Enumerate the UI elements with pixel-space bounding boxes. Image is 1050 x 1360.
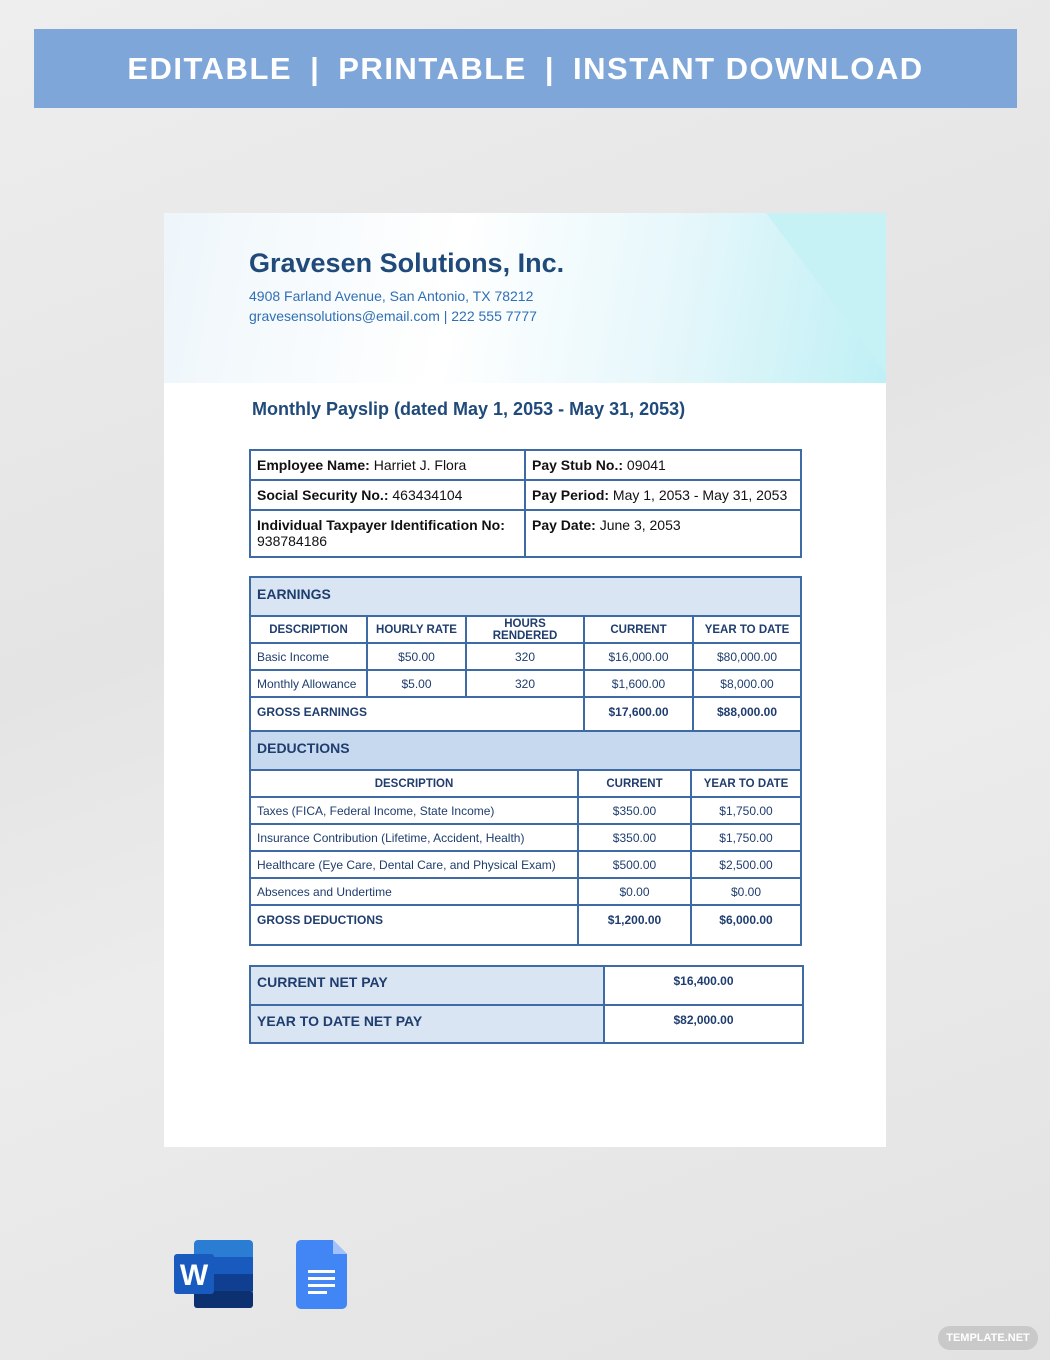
table-row: [250, 797, 801, 824]
payslip-title: Monthly Payslip (dated May 1, 2053 - May 31, 2053): [252, 399, 686, 419]
employee-info-table: [249, 449, 802, 558]
earnings-table: [249, 576, 802, 732]
cell: Absences and Undertime: [250, 878, 578, 905]
cell: $80,000.00: [693, 643, 801, 670]
ssn-cell: Social Security No.: 463434104: [250, 480, 525, 510]
cell: $350.00: [578, 824, 691, 851]
table-row: [250, 878, 801, 905]
banner-separator: |: [544, 50, 556, 86]
microsoft-word-icon: [174, 1240, 254, 1308]
cell: $350.00: [578, 797, 691, 824]
company-name: Gravesen Solutions, Inc.: [249, 248, 565, 278]
cell: $1,750.00: [691, 824, 801, 851]
col-header: YEAR TO DATE: [693, 616, 801, 643]
cell: 320: [466, 643, 584, 670]
table-row: [250, 824, 801, 851]
banner-download: INSTANT DOWNLOAD: [573, 50, 924, 86]
cell: Healthcare (Eye Care, Dental Care, and Physical Exam): [250, 851, 578, 878]
deductions-heading: DEDUCTIONS: [250, 731, 801, 770]
cell: Taxes (FICA, Federal Income, State Income): [250, 797, 578, 824]
gross-earnings-row: [250, 697, 801, 731]
col-header: HOURS RENDERED: [466, 616, 584, 643]
cell: $50.00: [367, 643, 466, 670]
cell: $1,750.00: [691, 797, 801, 824]
pay-stub-cell: Pay Stub No.: 09041: [525, 450, 801, 480]
cell: $1,600.00: [584, 670, 693, 697]
table-row: [250, 851, 801, 878]
table-row: [250, 670, 801, 697]
cell: Insurance Contribution (Lifetime, Accident, Health): [250, 824, 578, 851]
banner-editable: EDITABLE: [127, 50, 293, 86]
cell: Basic Income: [250, 643, 367, 670]
google-docs-icon: [296, 1240, 347, 1309]
company-address: 4908 Farland Avenue, San Antonio, TX 78212: [249, 288, 534, 304]
cell: 320: [466, 670, 584, 697]
cell: $500.00: [578, 851, 691, 878]
cell: $2,500.00: [691, 851, 801, 878]
banner-printable: PRINTABLE: [338, 50, 527, 86]
col-header: CURRENT: [584, 616, 693, 643]
col-header: HOURLY RATE: [367, 616, 466, 643]
cell: $5.00: [367, 670, 466, 697]
ytd-net-pay-value: $82,000.00: [604, 1005, 803, 1043]
cell: $16,000.00: [584, 643, 693, 670]
cell: $0.00: [691, 878, 801, 905]
svg-text:W: W: [179, 1259, 209, 1292]
template-net-watermark: TEMPLATE.NET: [938, 1326, 1038, 1350]
cell: $88,000.00: [693, 697, 801, 731]
cell: GROSS DEDUCTIONS: [250, 905, 578, 945]
cell: GROSS EARNINGS: [250, 697, 584, 731]
gross-deductions-row: [250, 905, 801, 945]
cell: $1,200.00: [578, 905, 691, 945]
table-row: [250, 643, 801, 670]
current-net-pay-label: CURRENT NET PAY: [250, 966, 604, 1005]
cell: $0.00: [578, 878, 691, 905]
promo-banner: [34, 29, 1017, 108]
header-decoration-triangle: [766, 213, 886, 373]
cell: $8,000.00: [693, 670, 801, 697]
company-contact: [249, 286, 537, 326]
banner-separator: |: [310, 50, 321, 86]
current-net-pay-value: $16,400.00: [604, 966, 803, 1005]
col-header: CURRENT: [578, 770, 691, 797]
ytd-net-pay-label: YEAR TO DATE NET PAY: [250, 1005, 604, 1043]
employee-name-cell: Employee Name: Harriet J. Flora: [250, 450, 525, 480]
deductions-table: [249, 730, 802, 946]
col-header: DESCRIPTION: [250, 770, 578, 797]
pay-period-cell: Pay Period: May 1, 2053 - May 31, 2053: [525, 480, 801, 510]
col-header: YEAR TO DATE: [691, 770, 801, 797]
earnings-heading: EARNINGS: [250, 577, 801, 616]
cell: $6,000.00: [691, 905, 801, 945]
company-email-phone: gravesensolutions@email.com | 222 555 7777: [249, 308, 537, 324]
cell: $17,600.00: [584, 697, 693, 731]
net-pay-table: [249, 965, 804, 1044]
col-header: DESCRIPTION: [250, 616, 367, 643]
payslip-document: [164, 213, 886, 1147]
pay-date-cell: Pay Date: June 3, 2053: [525, 510, 801, 557]
itin-cell: Individual Taxpayer Identification No: 938784186: [250, 510, 525, 557]
cell: Monthly Allowance: [250, 670, 367, 697]
